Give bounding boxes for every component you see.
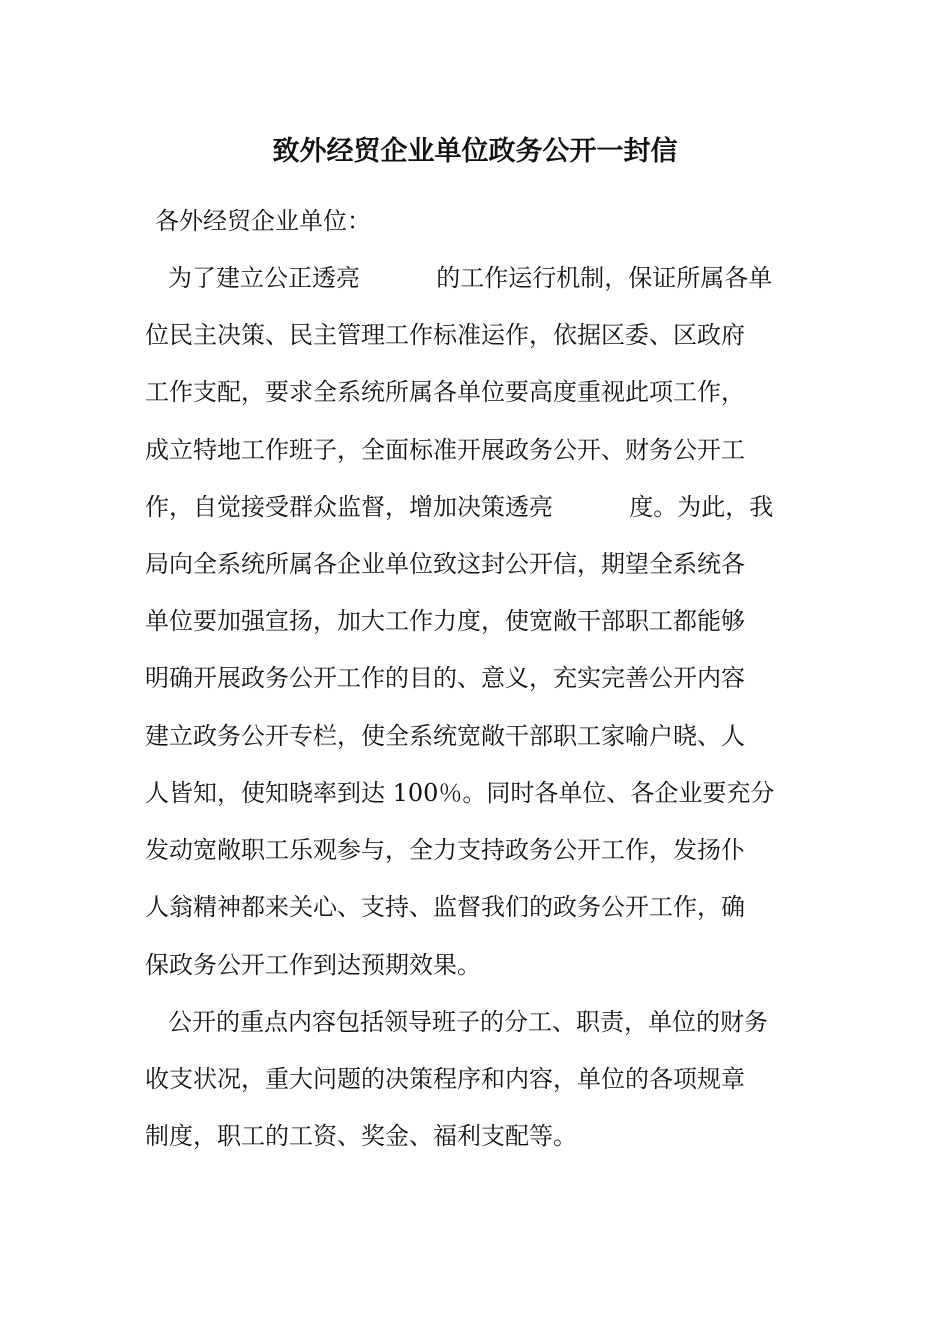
body-line: 人翁精神都来关心、支持、监督我们的政务公开工作，确 [145,893,745,921]
body-line: 人皆知，使知晓率到达 100％。同时各单位、各企业要充分 [145,779,775,807]
body-line: 作，自觉接受群众监督，增加决策透亮 度。为此，我 [145,493,774,521]
body-line: 保政务公开工作到达预期效果。 [145,951,481,979]
body-line: 明确开展政务公开工作的目的、意义，充实完善公开内容 [145,664,745,692]
document-title: 致外经贸企业单位政务公开一封信 [272,136,678,167]
body-line: 工作支配，要求全系统所属各单位要高度重视此项工作， [145,378,745,406]
body-line: 发动宽敞职工乐观参与，全力支持政务公开工作，发扬仆 [145,836,745,864]
body-line: 位民主决策、民主管理工作标准运作，依据区委、区政府 [145,321,745,349]
body-line: 公开的重点内容包括领导班子的分工、职责，单位的财务 [168,1008,768,1036]
body-line: 建立政务公开专栏，使全系统宽敞干部职工家喻户晓、人 [145,722,745,750]
body-line: 局向全系统所属各企业单位致这封公开信，期望全系统各 [145,550,745,578]
body-line: 成立特地工作班子，全面标准开展政务公开、财务公开工 [145,436,745,464]
salutation: 各外经贸企业单位： [155,207,371,235]
body-line: 制度，职工的工资、奖金、福利支配等。 [145,1122,577,1150]
body-line: 为了建立公正透亮 的工作运行机制，保证所属各单 [168,264,773,292]
body-line: 单位要加强宣扬，加大工作力度，使宽敞干部职工都能够 [145,607,745,635]
body-line: 收支状况，重大问题的决策程序和内容，单位的各项规章 [145,1065,745,1093]
